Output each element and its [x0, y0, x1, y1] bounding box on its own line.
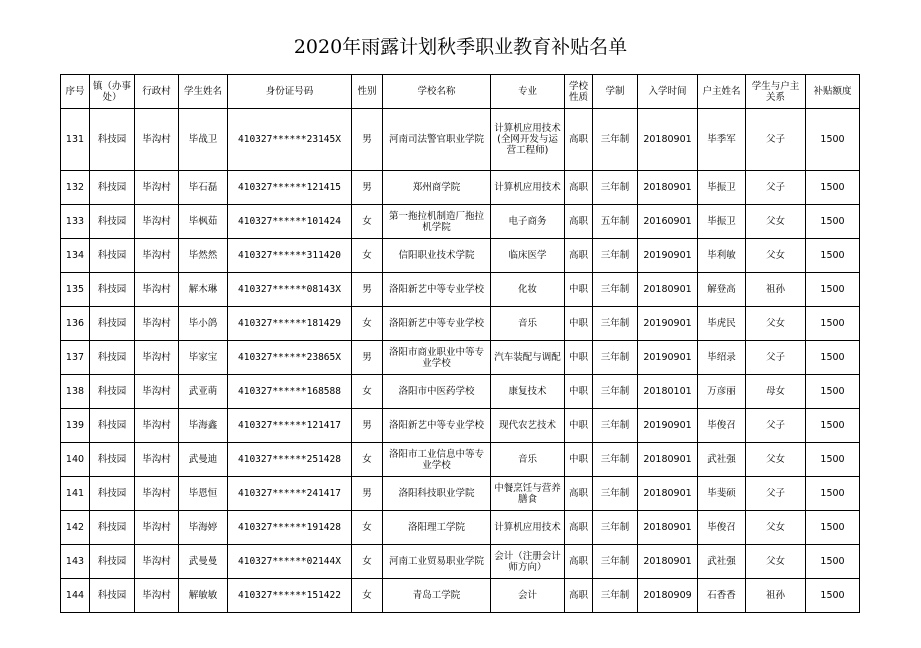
- cell-village: 毕沟村: [135, 205, 179, 239]
- table-row: [61, 511, 860, 545]
- cell-seq: 134: [61, 239, 90, 273]
- cell-school-name: 洛阳科技职业学院: [383, 477, 491, 511]
- cell-relation: 父女: [746, 205, 806, 239]
- cell-major: 临床医学: [491, 239, 565, 273]
- cell-duration: 三年制: [593, 375, 638, 409]
- cell-duration: 三年制: [593, 579, 638, 613]
- cell-enroll-date: 20180901: [638, 477, 698, 511]
- header-cell: 镇（办事处）: [90, 75, 135, 109]
- header-cell: 专业: [491, 75, 565, 109]
- cell-seq: 141: [61, 477, 90, 511]
- table-row: [61, 409, 860, 443]
- header-cell: 学校名称: [383, 75, 491, 109]
- cell-major: 汽车装配与调配: [491, 341, 565, 375]
- cell-school-name: 青岛工学院: [383, 579, 491, 613]
- cell-enroll-date: 20190901: [638, 307, 698, 341]
- cell-duration: 三年制: [593, 545, 638, 579]
- cell-duration: 三年制: [593, 109, 638, 171]
- cell-school-name: 洛阳新艺中等专业学校: [383, 307, 491, 341]
- cell-duration: 三年制: [593, 171, 638, 205]
- cell-id-number: 410327******241417: [228, 477, 352, 511]
- cell-relation: 父女: [746, 545, 806, 579]
- cell-seq: 131: [61, 109, 90, 171]
- table-row: [61, 375, 860, 409]
- cell-school-type: 高职: [565, 171, 593, 205]
- cell-id-number: 410327******251428: [228, 443, 352, 477]
- cell-village: 毕沟村: [135, 443, 179, 477]
- cell-school-type: 中职: [565, 443, 593, 477]
- cell-town: 科技园: [90, 511, 135, 545]
- cell-school-type: 中职: [565, 341, 593, 375]
- cell-gender: 女: [352, 375, 383, 409]
- cell-town: 科技园: [90, 307, 135, 341]
- cell-student-name: 毕石磊: [179, 171, 228, 205]
- cell-householder-name: 毕振卫: [698, 171, 746, 205]
- header-cell: 户主姓名: [698, 75, 746, 109]
- cell-seq: 143: [61, 545, 90, 579]
- cell-village: 毕沟村: [135, 409, 179, 443]
- cell-seq: 144: [61, 579, 90, 613]
- cell-duration: 三年制: [593, 307, 638, 341]
- cell-id-number: 410327******23865X: [228, 341, 352, 375]
- cell-enroll-date: 20180901: [638, 171, 698, 205]
- cell-major: 计算机应用技术: [491, 511, 565, 545]
- cell-town: 科技园: [90, 579, 135, 613]
- cell-school-name: 信阳职业技术学院: [383, 239, 491, 273]
- header-cell: 学生姓名: [179, 75, 228, 109]
- cell-seq: 135: [61, 273, 90, 307]
- cell-id-number: 410327******311420: [228, 239, 352, 273]
- cell-school-type: 高职: [565, 205, 593, 239]
- cell-relation: 父子: [746, 477, 806, 511]
- cell-village: 毕沟村: [135, 109, 179, 171]
- header-cell: 序号: [61, 75, 90, 109]
- cell-gender: 男: [352, 171, 383, 205]
- cell-school-name: 洛阳市商业职业中等专业学校: [383, 341, 491, 375]
- cell-seq: 132: [61, 171, 90, 205]
- cell-major: 计算机应用技术(全网开发与运营工程师): [491, 109, 565, 171]
- header-cell: 身份证号码: [228, 75, 352, 109]
- cell-householder-name: 毕绍录: [698, 341, 746, 375]
- cell-town: 科技园: [90, 545, 135, 579]
- cell-school-type: 中职: [565, 307, 593, 341]
- cell-major: 会计: [491, 579, 565, 613]
- cell-enroll-date: 20190901: [638, 239, 698, 273]
- cell-major: 康复技术: [491, 375, 565, 409]
- cell-relation: 父女: [746, 239, 806, 273]
- cell-householder-name: 武社强: [698, 545, 746, 579]
- cell-student-name: 解敏敏: [179, 579, 228, 613]
- cell-village: 毕沟村: [135, 341, 179, 375]
- cell-school-type: 高职: [565, 477, 593, 511]
- cell-relation: 父女: [746, 511, 806, 545]
- cell-school-type: 高职: [565, 579, 593, 613]
- cell-town: 科技园: [90, 239, 135, 273]
- cell-seq: 142: [61, 511, 90, 545]
- cell-school-name: 郑州商学院: [383, 171, 491, 205]
- cell-school-type: 高职: [565, 545, 593, 579]
- cell-student-name: 武亚萌: [179, 375, 228, 409]
- cell-enroll-date: 20160901: [638, 205, 698, 239]
- cell-subsidy: 1500: [806, 579, 860, 613]
- cell-relation: 父子: [746, 341, 806, 375]
- table-row: [61, 205, 860, 239]
- cell-school-type: 中职: [565, 375, 593, 409]
- cell-enroll-date: 20180901: [638, 443, 698, 477]
- cell-duration: 三年制: [593, 273, 638, 307]
- cell-seq: 136: [61, 307, 90, 341]
- cell-relation: 父子: [746, 109, 806, 171]
- cell-town: 科技园: [90, 341, 135, 375]
- cell-school-type: 高职: [565, 511, 593, 545]
- table-row: [61, 443, 860, 477]
- cell-householder-name: 毕俊召: [698, 511, 746, 545]
- cell-student-name: 毕海鑫: [179, 409, 228, 443]
- cell-major: 现代农艺技术: [491, 409, 565, 443]
- cell-major: 会计（注册会计师方向）: [491, 545, 565, 579]
- header-cell: 学生与户主关系: [746, 75, 806, 109]
- cell-school-name: 河南工业贸易职业学院: [383, 545, 491, 579]
- cell-town: 科技园: [90, 477, 135, 511]
- cell-relation: 父子: [746, 171, 806, 205]
- cell-id-number: 410327******121417: [228, 409, 352, 443]
- cell-student-name: 毕恩恒: [179, 477, 228, 511]
- cell-student-name: 毕小鸽: [179, 307, 228, 341]
- cell-householder-name: 武社强: [698, 443, 746, 477]
- cell-student-name: 解木琳: [179, 273, 228, 307]
- cell-subsidy: 1500: [806, 239, 860, 273]
- cell-relation: 祖孙: [746, 579, 806, 613]
- cell-relation: 父子: [746, 409, 806, 443]
- cell-duration: 五年制: [593, 205, 638, 239]
- cell-seq: 140: [61, 443, 90, 477]
- cell-village: 毕沟村: [135, 579, 179, 613]
- cell-relation: 父女: [746, 307, 806, 341]
- cell-gender: 男: [352, 341, 383, 375]
- table-row: [61, 171, 860, 205]
- cell-town: 科技园: [90, 205, 135, 239]
- cell-student-name: 毕枫茹: [179, 205, 228, 239]
- cell-major: 中餐烹饪与营养膳食: [491, 477, 565, 511]
- cell-town: 科技园: [90, 171, 135, 205]
- cell-major: 音乐: [491, 443, 565, 477]
- table-row: [61, 239, 860, 273]
- header-cell: 行政村: [135, 75, 179, 109]
- cell-school-name: 河南司法警官职业学院: [383, 109, 491, 171]
- cell-id-number: 410327******08143X: [228, 273, 352, 307]
- cell-major: 化妆: [491, 273, 565, 307]
- table-row: [61, 273, 860, 307]
- cell-school-name: 洛阳新艺中等专业学校: [383, 273, 491, 307]
- cell-town: 科技园: [90, 409, 135, 443]
- cell-relation: 父女: [746, 443, 806, 477]
- cell-student-name: 毕然然: [179, 239, 228, 273]
- cell-town: 科技园: [90, 443, 135, 477]
- table-body: [61, 109, 860, 613]
- cell-subsidy: 1500: [806, 477, 860, 511]
- cell-school-name: 第一拖拉机制造厂拖拉机学院: [383, 205, 491, 239]
- cell-student-name: 武曼曼: [179, 545, 228, 579]
- cell-householder-name: 解登高: [698, 273, 746, 307]
- cell-subsidy: 1500: [806, 545, 860, 579]
- cell-id-number: 410327******191428: [228, 511, 352, 545]
- table-header-row: [61, 75, 860, 109]
- table-row: [61, 307, 860, 341]
- cell-subsidy: 1500: [806, 443, 860, 477]
- cell-duration: 三年制: [593, 409, 638, 443]
- cell-town: 科技园: [90, 375, 135, 409]
- header-cell: 补贴额度: [806, 75, 860, 109]
- cell-school-name: 洛阳理工学院: [383, 511, 491, 545]
- cell-school-name: 洛阳市工业信息中等专业学校: [383, 443, 491, 477]
- cell-village: 毕沟村: [135, 511, 179, 545]
- cell-seq: 139: [61, 409, 90, 443]
- cell-enroll-date: 20180901: [638, 545, 698, 579]
- cell-subsidy: 1500: [806, 307, 860, 341]
- cell-id-number: 410327******101424: [228, 205, 352, 239]
- cell-enroll-date: 20190901: [638, 341, 698, 375]
- cell-householder-name: 万彦丽: [698, 375, 746, 409]
- cell-duration: 三年制: [593, 239, 638, 273]
- cell-enroll-date: 20180101: [638, 375, 698, 409]
- cell-enroll-date: 20180901: [638, 273, 698, 307]
- cell-subsidy: 1500: [806, 205, 860, 239]
- cell-duration: 三年制: [593, 511, 638, 545]
- cell-town: 科技园: [90, 109, 135, 171]
- cell-subsidy: 1500: [806, 171, 860, 205]
- cell-duration: 三年制: [593, 341, 638, 375]
- cell-id-number: 410327******23145X: [228, 109, 352, 171]
- cell-village: 毕沟村: [135, 307, 179, 341]
- cell-subsidy: 1500: [806, 409, 860, 443]
- cell-gender: 男: [352, 109, 383, 171]
- cell-seq: 138: [61, 375, 90, 409]
- cell-enroll-date: 20180901: [638, 511, 698, 545]
- header-cell: 学校性质: [565, 75, 593, 109]
- cell-school-type: 高职: [565, 239, 593, 273]
- cell-gender: 女: [352, 443, 383, 477]
- cell-village: 毕沟村: [135, 477, 179, 511]
- cell-householder-name: 毕利敏: [698, 239, 746, 273]
- table-row: [61, 341, 860, 375]
- cell-enroll-date: 20190901: [638, 409, 698, 443]
- cell-gender: 女: [352, 579, 383, 613]
- cell-id-number: 410327******121415: [228, 171, 352, 205]
- cell-gender: 男: [352, 477, 383, 511]
- cell-subsidy: 1500: [806, 375, 860, 409]
- cell-school-name: 洛阳新艺中等专业学校: [383, 409, 491, 443]
- cell-village: 毕沟村: [135, 545, 179, 579]
- cell-gender: 男: [352, 409, 383, 443]
- cell-student-name: 毕家宝: [179, 341, 228, 375]
- cell-householder-name: 毕振卫: [698, 205, 746, 239]
- cell-relation: 祖孙: [746, 273, 806, 307]
- page-title: 2020年雨露计划秋季职业教育补贴名单: [293, 36, 628, 58]
- table-row: [61, 477, 860, 511]
- table-row: [61, 579, 860, 613]
- cell-seq: 137: [61, 341, 90, 375]
- cell-village: 毕沟村: [135, 239, 179, 273]
- cell-school-type: 中职: [565, 409, 593, 443]
- header-cell: 学制: [593, 75, 638, 109]
- cell-school-name: 洛阳市中医药学校: [383, 375, 491, 409]
- cell-major: 计算机应用技术: [491, 171, 565, 205]
- cell-subsidy: 1500: [806, 273, 860, 307]
- cell-enroll-date: 20180909: [638, 579, 698, 613]
- cell-student-name: 武曼迪: [179, 443, 228, 477]
- table-row: [61, 545, 860, 579]
- cell-householder-name: 毕季军: [698, 109, 746, 171]
- subsidy-table: [60, 74, 860, 613]
- cell-village: 毕沟村: [135, 273, 179, 307]
- cell-householder-name: 毕虎民: [698, 307, 746, 341]
- cell-major: 音乐: [491, 307, 565, 341]
- cell-id-number: 410327******168588: [228, 375, 352, 409]
- cell-householder-name: 毕斐硕: [698, 477, 746, 511]
- cell-id-number: 410327******02144X: [228, 545, 352, 579]
- cell-village: 毕沟村: [135, 171, 179, 205]
- cell-enroll-date: 20180901: [638, 109, 698, 171]
- cell-gender: 女: [352, 239, 383, 273]
- cell-village: 毕沟村: [135, 375, 179, 409]
- cell-student-name: 毕海婷: [179, 511, 228, 545]
- cell-gender: 女: [352, 205, 383, 239]
- cell-school-type: 高职: [565, 109, 593, 171]
- cell-id-number: 410327******181429: [228, 307, 352, 341]
- cell-seq: 133: [61, 205, 90, 239]
- header-cell: 入学时间: [638, 75, 698, 109]
- cell-gender: 男: [352, 273, 383, 307]
- cell-gender: 女: [352, 511, 383, 545]
- cell-student-name: 毕战卫: [179, 109, 228, 171]
- cell-town: 科技园: [90, 273, 135, 307]
- cell-gender: 女: [352, 307, 383, 341]
- cell-relation: 母女: [746, 375, 806, 409]
- cell-subsidy: 1500: [806, 341, 860, 375]
- cell-id-number: 410327******151422: [228, 579, 352, 613]
- header-cell: 性别: [352, 75, 383, 109]
- cell-gender: 女: [352, 545, 383, 579]
- cell-householder-name: 石香香: [698, 579, 746, 613]
- cell-subsidy: 1500: [806, 511, 860, 545]
- cell-major: 电子商务: [491, 205, 565, 239]
- cell-subsidy: 1500: [806, 109, 860, 171]
- table-row: [61, 109, 860, 171]
- cell-duration: 三年制: [593, 443, 638, 477]
- cell-householder-name: 毕俊召: [698, 409, 746, 443]
- cell-school-type: 中职: [565, 273, 593, 307]
- cell-duration: 三年制: [593, 477, 638, 511]
